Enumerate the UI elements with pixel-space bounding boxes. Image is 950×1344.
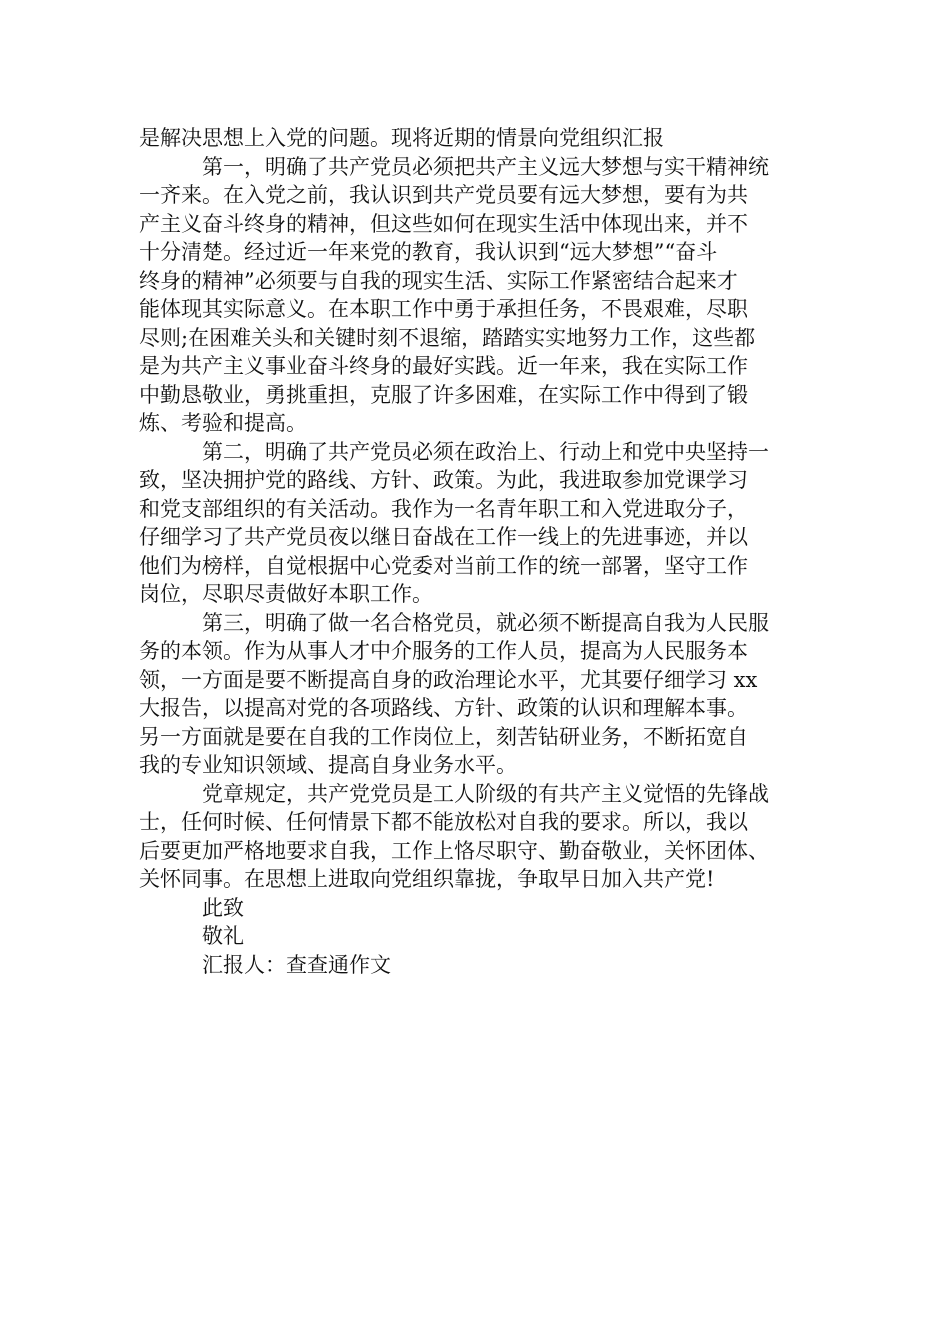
document-body: [139, 124, 819, 979]
text-line: 另一方面就是要在自我的工作岗位上，刻苦钻研业务，不断拓宽自: [139, 724, 748, 749]
text-line: 是为共产主义事业奋斗终身的最好实践。近一年来，我在实际工作: [139, 354, 748, 378]
text-line: 尽则;在困难关头和关键时刻不退缩，踏踏实实地努力工作，这些都: [139, 325, 756, 350]
text-line: 炼、考验和提高。: [139, 411, 307, 435]
text-line: 一齐来。在入党之前，我认识到共产党员要有远大梦想，要有为共: [139, 183, 748, 207]
text-line: 岗位，尽职尽责做好本职工作。: [139, 582, 433, 606]
text-line: 能体现其实际意义。在本职工作中勇于承担任务，不畏艰难，尽职: [139, 297, 748, 321]
text-line: 士，任何时候、任何情景下都不能放松对自我的要求。所以，我以: [139, 810, 748, 834]
text-line: 此致: [202, 895, 244, 920]
text-line: 第一，明确了共产党员必须把共产主义远大梦想与实干精神统: [202, 154, 769, 179]
text-line: 第三，明确了做一名合格党员，就必须不断提高自我为人民服: [202, 610, 769, 635]
text-line: 务的本领。作为从事人才中介服务的工作人员，提高为人民服务本: [139, 639, 748, 663]
text-line: 仔细学习了共产党员夜以继日奋战在工作一线上的先进事迹，并以: [139, 525, 748, 549]
text-line: 和党支部组织的有关活动。我作为一名青年职工和入党进取分子，: [139, 496, 748, 521]
text-line: 汇报人：查查通作文: [202, 952, 391, 977]
text-line: 他们为榜样，自觉根据中心党委对当前工作的统一部署，坚守工作: [139, 553, 748, 578]
text-line: 大报告，以提高对党的各项路线、方针、政策的认识和理解本事。: [139, 696, 748, 720]
text-line: 领，一方面是要不断提高自身的政治理论水平，尤其要仔细学习 xx: [139, 667, 758, 692]
text-line: 是解决思想上入党的问题。现将近期的情景向党组织汇报: [139, 126, 664, 150]
text-line: 终身的精神”必须要与自我的现实生活、实际工作紧密结合起来才: [139, 268, 738, 293]
text-line: 我的专业知识领域、提高自身业务水平。: [139, 753, 517, 777]
text-line: 关怀同事。在思想上进取向党组织靠拢，争取早日加入共产党!: [139, 867, 715, 891]
text-line: 敬礼: [202, 924, 244, 948]
text-line: 党章规定，共产党党员是工人阶级的有共产主义觉悟的先锋战: [202, 781, 769, 806]
text-line: 十分清楚。经过近一年来党的教育，我认识到“远大梦想”“奋斗: [139, 240, 718, 264]
text-line: 后要更加严格地要求自我，工作上恪尽职守、勤奋敬业，关怀团体、: [139, 838, 769, 863]
text-line: 中勤恳敬业，勇挑重担，克服了许多困难，在实际工作中得到了锻: [139, 382, 748, 407]
document-page: [139, 124, 819, 979]
text-line: 致，坚决拥护党的路线、方针、政策。为此，我进取参加党课学习: [139, 468, 748, 492]
text-line: 产主义奋斗终身的精神，但这些如何在现实生活中体现出来，并不: [139, 211, 748, 236]
text-line: 第二，明确了共产党员必须在政治上、行动上和党中央坚持一: [202, 439, 769, 464]
